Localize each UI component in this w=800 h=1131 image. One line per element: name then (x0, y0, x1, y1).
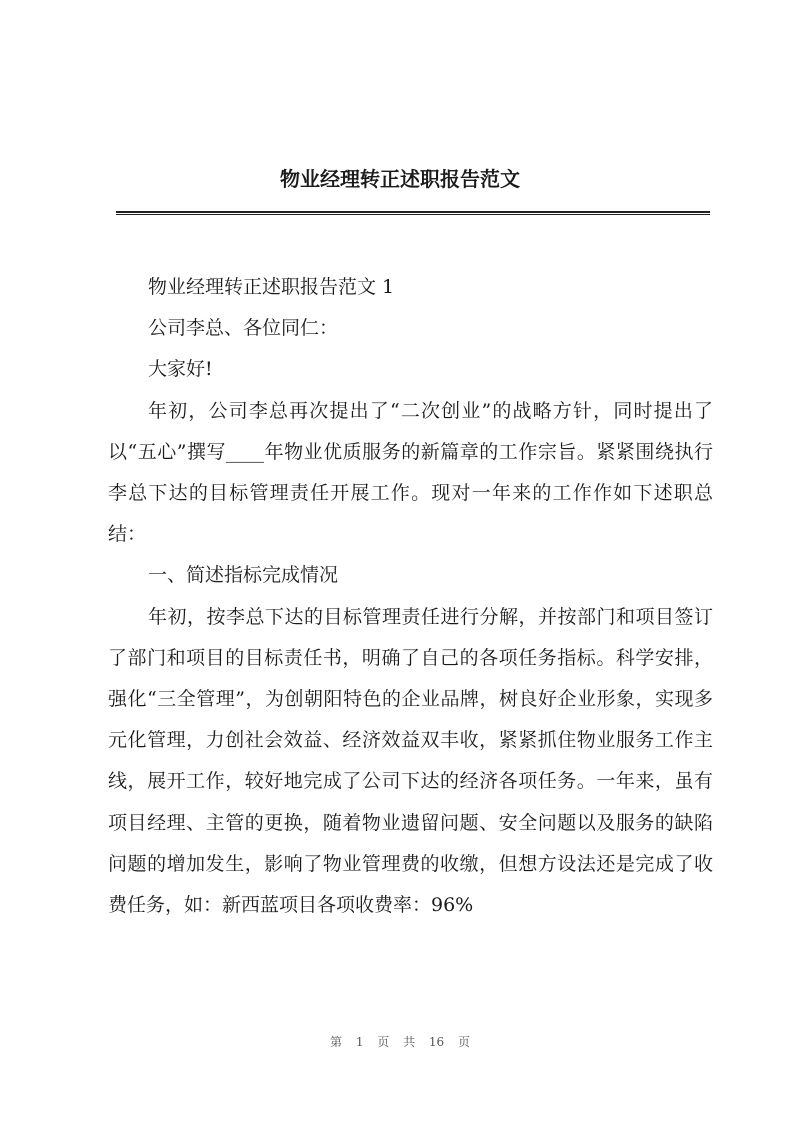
title-divider (116, 211, 710, 215)
section-heading: 物业经理转正述职报告范文 1 (148, 276, 395, 298)
body-paragraph: 年初，公司李总再次提出了“二次创业”的战略方针，同时提出了以“五心”撰写____年物业优质服务的新篇章的工作宗旨。紧紧围绕执行李总下达的目标管理责任开展工作。现对一年来的工作作如下述职总结： (108, 399, 713, 546)
document-body (108, 267, 713, 926)
subsection-heading: 一、简述指标完成情况 (148, 564, 339, 587)
body-paragraph: 年初，按李总下达的目标管理责任进行分解，并按部门和项目签订了部门和项目的目标责任书，明确了自己的各项任务指标。科学安排，强化“三全管理”，为创朝阳特色的企业品牌，树良好企业形象，实现多元化管理，力创社会效益、经济效益双丰收，紧紧抓住物业服务工作主线，展开工作，较好地完成了公司下达的经济各项任务。一年来，虽有项目经理、主管的更换，随着物业遗留问题、安全问题以及服务的缺陷问题的增加发生，影响了物业管理费的收缴，但想方设法还是完成了收费任务，如：新西蓝项目各项收费率：96% (108, 605, 713, 917)
greeting: 大家好! (148, 358, 213, 381)
page-number-footer: 第 1 页 共 16 页 (330, 1035, 470, 1049)
salutation: 公司李总、各位同仁： (148, 317, 339, 340)
document-title: 物业经理转正述职报告范文 (280, 167, 520, 191)
